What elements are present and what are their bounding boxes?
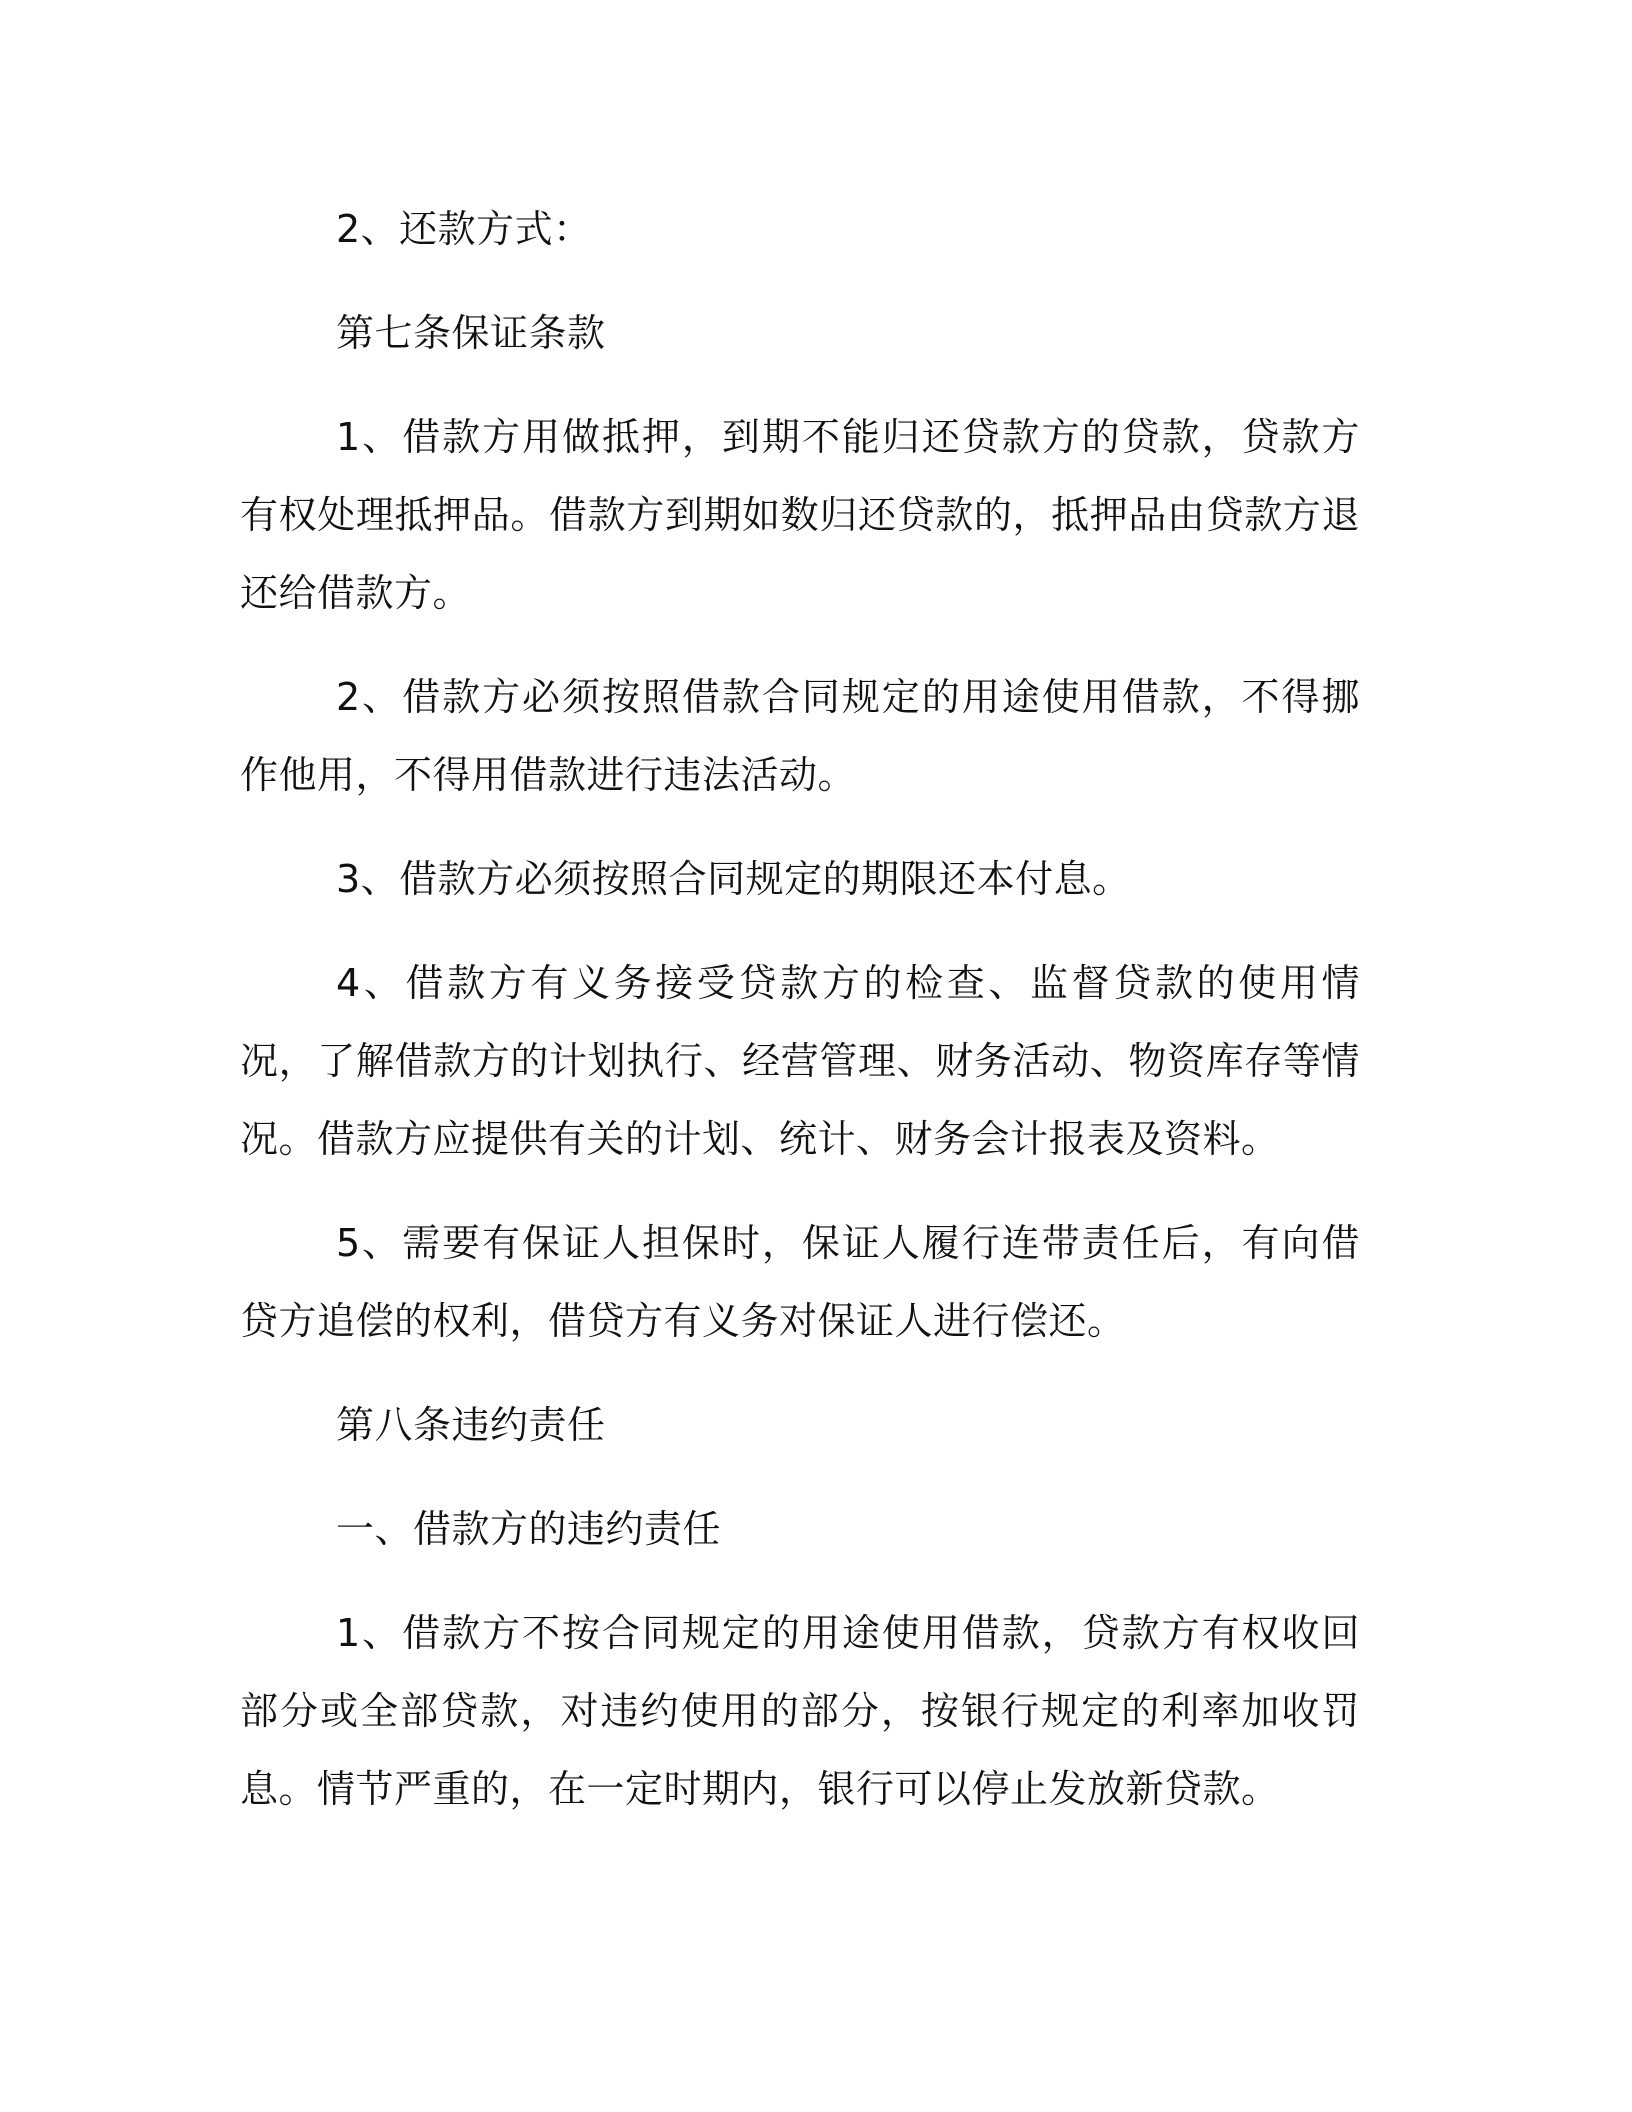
borrower-liability-heading: 一、借款方的违约责任 [336,1507,722,1551]
guarantee-clause-4: 4、借款方有义务接受贷款方的检查、监督贷款的使用情况，了解借款方的计划执行、经营管理、财务活动、物资库存等情况。借款方应提供有关的计划、统计、财务会计报表及资料。 [240,961,1360,1161]
repayment-method-item: 2、还款方式： [336,207,592,251]
guarantee-clause-1: 1、借款方用做抵押，到期不能归还贷款方的贷款，贷款方有权处理抵押品。借款方到期如数归还贷款的，抵押品由贷款方退还给借款方。 [240,415,1360,615]
guarantee-clause-2: 2、借款方必须按照借款合同规定的用途使用借款，不得挪作他用，不得用借款进行违法活动。 [240,675,1360,797]
document-page [240,190,1360,1828]
guarantee-clause-3: 3、借款方必须按照合同规定的期限还本付息。 [336,857,1131,901]
guarantee-clause-5: 5、需要有保证人担保时，保证人履行连带责任后，有向借贷方追偿的权利，借贷方有义务对保证人进行偿还。 [240,1221,1360,1343]
liability-clause-1: 1、借款方不按合同规定的用途使用借款，贷款方有权收回部分或全部贷款，对违约使用的部分，按银行规定的利率加收罚息。情节严重的，在一定时期内，银行可以停止发放新贷款。 [240,1611,1360,1811]
article-eight-heading: 第八条违约责任 [336,1403,606,1447]
article-seven-heading: 第七条保证条款 [336,311,606,355]
